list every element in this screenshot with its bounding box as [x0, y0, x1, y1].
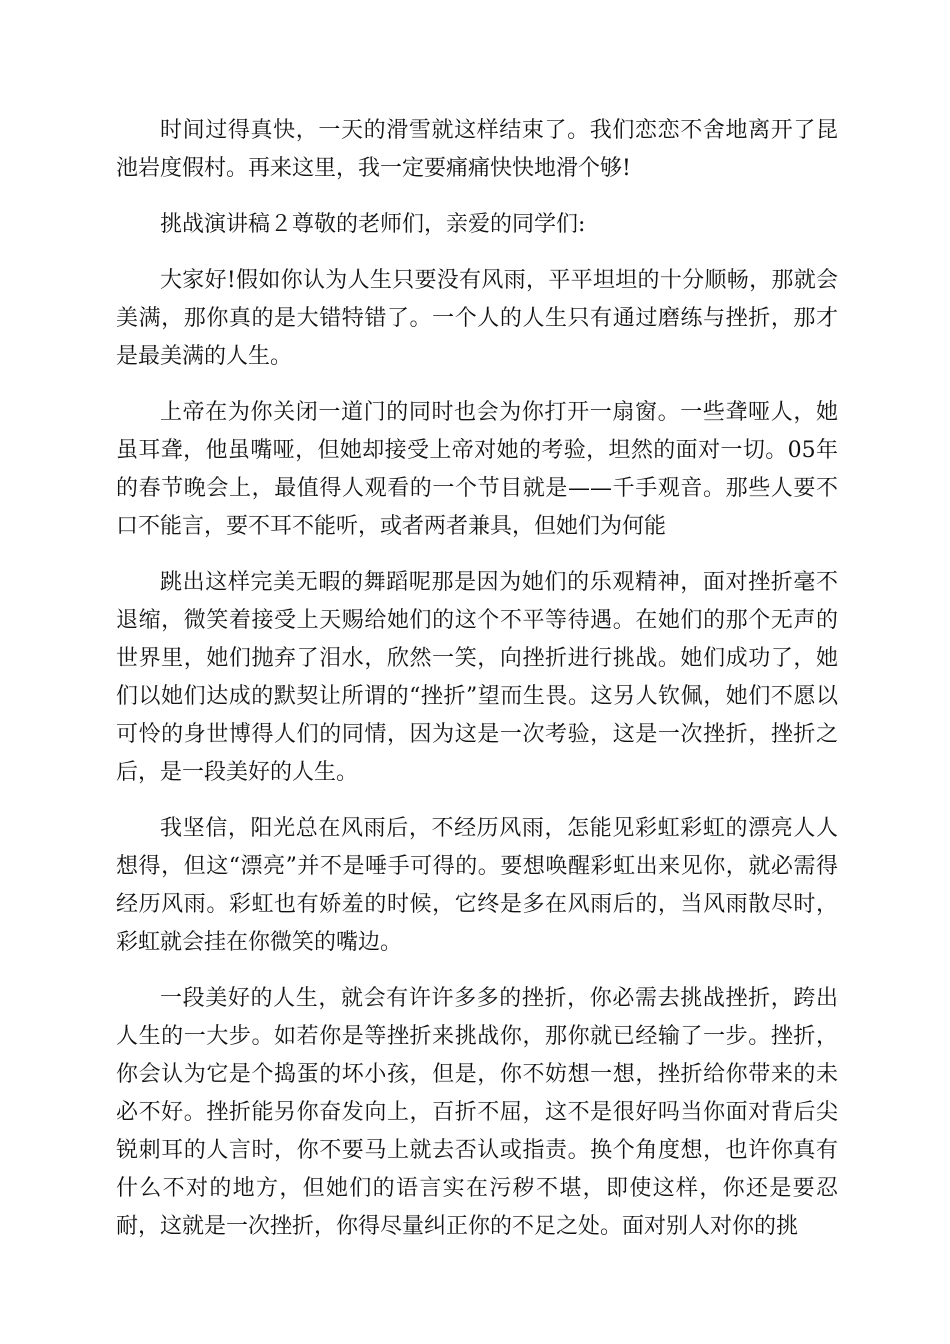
paragraph-3: 大家好!假如你认为人生只要没有风雨，平平坦坦的十分顺畅，那就会美满，那你真的是大错特错了。一个人的人生只有通过磨练与挫折，那才是最美满的人生。: [116, 268, 838, 369]
document-page: [116, 112, 838, 1264]
paragraph-6: 我坚信，阳光总在风雨后，不经历风雨，怎能见彩虹彩虹的漂亮人人想得，但这“漂亮”并不是唾手可得的。要想唤醒彩虹出来见你，就必需得经历风雨。彩虹也有娇羞的时候，它终是多在风雨后的，当风雨散尽时，彩虹就会挂在你微笑的嘴边。: [116, 816, 838, 955]
paragraph-2: 挑战演讲稿２尊敬的老师们，亲爱的同学们:: [160, 212, 586, 237]
paragraph-1: 时间过得真快，一天的滑雪就这样结束了。我们恋恋不舍地离开了昆池岩度假村。再来这里，我一定要痛痛快快地滑个够!: [116, 118, 838, 181]
paragraph-7: 一段美好的人生，就会有许许多多的挫折，你必需去挑战挫折，跨出人生的一大步。如若你是等挫折来挑战你，那你就已经输了一步。挫折，你会认为它是个捣蛋的坏小孩，但是，你不妨想一想，挫折给你带来的未必不好。挫折能另你奋发向上，百折不屈，这不是很好吗当你面对背后尖锐刺耳的人言时，你不要马上就去否认或指责。换个角度想，也许你真有什么不对的地方，但她们的语言实在污秽不堪，即使这样，你还是要忍耐，这就是一次挫折，你得尽量纠正你的不足之处。面对别人对你的挑: [116, 986, 838, 1239]
paragraph-5: 跳出这样完美无暇的舞蹈呢那是因为她们的乐观精神，面对挫折毫不退缩，微笑着接受上天赐给她们的这个不平等待遇。在她们的那个无声的世界里，她们抛弃了泪水，欣然一笑，向挫折进行挑战。她们成功了，她们以她们达成的默契让所谓的“挫折”望而生畏。这另人钦佩，她们不愿以可怜的身世博得人们的同情，因为这是一次考验，这是一次挫折，挫折之后，是一段美好的人生。: [116, 570, 838, 785]
paragraph-4: 上帝在为你关闭一道门的同时也会为你打开一扇窗。一些聋哑人，她虽耳聋，他虽嘴哑，但她却接受上帝对她的考验，坦然的面对一切。05年的春节晚会上，最值得人观看的一个节目就是——千手观音。那些人要不口不能言，要不耳不能听，或者两者兼具，但她们为何能: [116, 400, 838, 539]
